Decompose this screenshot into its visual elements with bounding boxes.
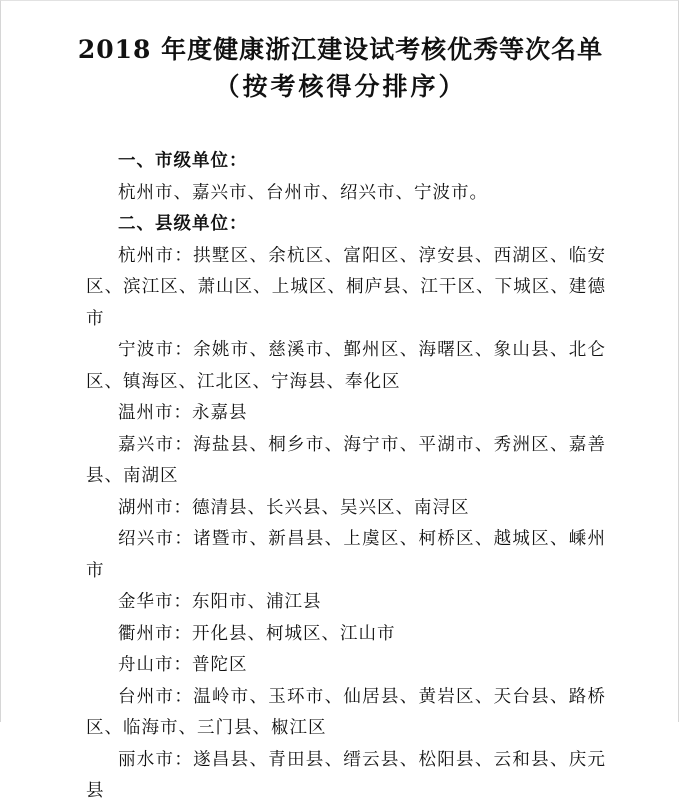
county-list: 德清县、长兴县、吴兴区、南浔区 xyxy=(192,497,470,518)
county-list: 普陀区 xyxy=(192,655,248,675)
county-entry-jiaxing xyxy=(86,430,606,493)
city-name: 湖州市： xyxy=(118,497,192,518)
county-list: 余姚市、慈溪市、鄞州区、海曙区、象山县、北仑区、镇海区、江北区、宁海县、奉化区 xyxy=(86,340,607,392)
county-entry-ningbo xyxy=(86,335,606,398)
county-list: 开化县、柯城区、江山市 xyxy=(192,623,396,644)
county-entry-jinhua xyxy=(86,587,606,619)
document-body xyxy=(86,146,606,808)
city-name: 丽水市： xyxy=(118,749,194,770)
county-entry-zhoushan xyxy=(86,650,606,682)
county-entry-lishui xyxy=(86,745,606,808)
document-subtitle: （按考核得分排序） xyxy=(214,72,467,101)
county-entry-hangzhou xyxy=(86,241,606,336)
city-name: 杭州市： xyxy=(118,245,194,266)
county-list: 诸暨市、新昌县、上虞区、柯桥区、越城区、嵊州市 xyxy=(86,529,607,581)
city-name: 温州市： xyxy=(118,403,192,423)
city-name: 台州市： xyxy=(118,686,194,707)
county-list: 永嘉县 xyxy=(192,403,248,423)
county-list: 遂昌县、青田县、缙云县、松阳县、云和县、庆元县 xyxy=(86,749,607,801)
city-name: 衢州市： xyxy=(118,623,192,644)
county-entry-quzhou xyxy=(86,619,606,651)
county-list: 温岭市、玉环市、仙居县、黄岩区、天台县、路桥区、临海市、三门县、椒江区 xyxy=(86,686,607,738)
city-name: 嘉兴市： xyxy=(118,434,194,455)
county-list: 海盐县、桐乡市、海宁市、平湖市、秀洲区、嘉善县、南湖区 xyxy=(86,434,607,486)
city-name: 宁波市： xyxy=(118,340,194,360)
county-list: 拱墅区、余杭区、富阳区、淳安县、西湖区、临安区、滨江区、萧山区、上城区、桐庐县、江干区、下城区、建德市 xyxy=(86,245,607,329)
city-level-list: 杭州市、嘉兴市、台州市、绍兴市、宁波市。 xyxy=(118,182,488,203)
county-entry-shaoxing xyxy=(86,524,606,587)
section-heading-county-level: 二、县级单位： xyxy=(118,214,248,234)
county-entry-taizhou xyxy=(86,682,606,745)
county-entry-wenzhou xyxy=(86,398,606,430)
section-heading-city-level: 一、市级单位： xyxy=(118,151,248,171)
city-name: 舟山市： xyxy=(118,655,192,675)
county-list: 东阳市、浦江县 xyxy=(192,592,322,612)
document-title: 2018 年度健康浙江建设试考核优秀等次名单 xyxy=(77,35,604,64)
city-name: 金华市： xyxy=(118,592,192,612)
city-name: 绍兴市： xyxy=(118,529,194,549)
county-entry-huzhou xyxy=(86,493,606,525)
